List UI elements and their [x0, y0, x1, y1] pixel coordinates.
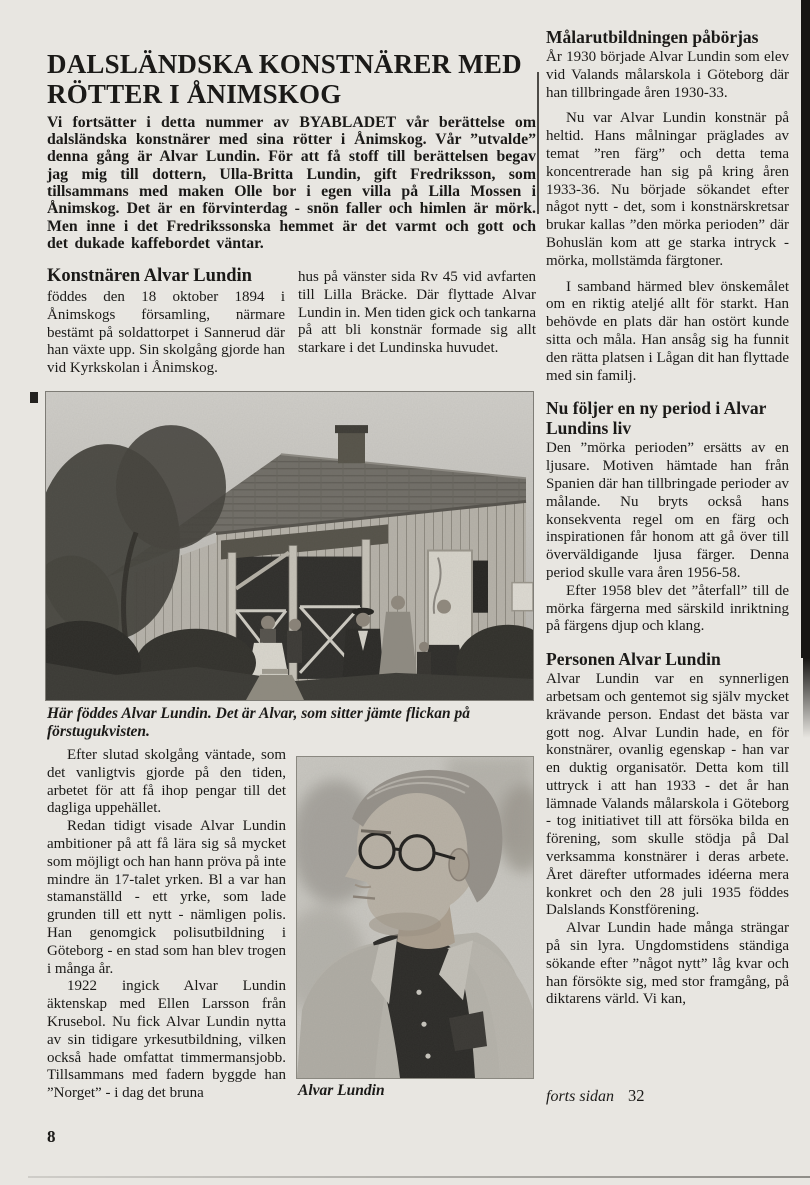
- scan-edge-right: [801, 0, 810, 658]
- body-paragraph: Efter 1958 blev det ”återfall” till de mörka färgerna med särskild inriktning på färgens djup och klang.: [546, 582, 789, 635]
- middle-column-text: hus på vänster sida Rv 45 vid avfarten till Lilla Bräcke. Där flyttade Alvar Lundin in. Men tiden gick och tankarna på att bli konstnär formade sig allt starkare i det Lundinska huvudet.: [298, 269, 536, 357]
- body-paragraph: År 1930 började Alvar Lundin som elev vid Valands målarskola i Göteborg där han tillbringade åren 1930-33.: [546, 49, 789, 101]
- section-heading: Nu följer en ny period i Alvar Lundins liv: [546, 398, 767, 439]
- left-column-leadin: föddes den 18 oktober 1894 i Ånimskogs församling, närmare bestämt på soldattorpet i Sannerud där han växte upp. Sin skolgång gjorde han vid Kyrkskolan i Ånimskog.: [47, 289, 285, 377]
- body-paragraph: Redan tidigt visade Alvar Lundin ambitioner på att få lära sig så mycket som möjligt och han hann pröva på inte mindre än 17-talet yrken. Bl a var han stamanställd - ett yrke, som lade grunden till ett nytt - nämligen polis. Han genomgick polisutbildning i Göteborg - en stad som han blev trogen i många år.: [47, 818, 286, 977]
- house-photo-illustration: [46, 392, 533, 700]
- left-column-top: [47, 266, 285, 378]
- article-lede: Vi fortsätter i detta nummer av BYABLADET vår berättelse om dalsländska konstnärer med sina rötter i Ånimskog. Vår ”utvalde” denna gång är Alvar Lundin. För att få stoff till berättelsen begav jag mig till dottern, Ulla-Britta Lundin, gift Fredriksson, som tillsammans med maken Olle bor i egen villa på Lilla Mossen i Ånimskog. Det är en förvinterdag - snön faller och himlen är mörk. Men inne i det Fredrikssonska hemmet är det varmt och gott och det dukade kaffebordet väntar.: [47, 113, 536, 252]
- section-malarutbildningen: [546, 27, 789, 385]
- right-column: [546, 27, 789, 1009]
- house-photo: [45, 391, 534, 701]
- middle-column-top: [298, 269, 536, 358]
- article-title: DALSLÄNDSKA KONSTNÄRER MED RÖTTER I ÅNIMSKOG: [47, 49, 522, 110]
- body-paragraph: Den ”mörka perioden” ersätts av en ljusare. Motiven hämtade han från Spanien där han tillbringade perioder av målande. Nu bryts också hans konsekventa regel om en färg och inspirationen får honom att gå över till överväldigande ljusa färger. Denna period skulle vara åren 1956-58.: [546, 440, 789, 581]
- section-heading: Personen Alvar Lundin: [546, 649, 721, 670]
- page-number: 8: [47, 1127, 56, 1146]
- continuation-note: [546, 1086, 789, 1106]
- body-paragraph: Alvar Lundin var en synnerligen arbetsam och gentemot sig själv mycket krävande person. Endast det bästa var gott nog. Alvar Lundin hade, en för konstnärer, ovanlig egenskap - han var en duktig organisatör. Detta kom till uttryck i att han 1933 - det år han lämnade Valands målarskola i Göteborg - tog initiativet till att försöka bilda en förening, som skulle stödja på Dal verksamma konstnärer i deras arbete. Året därefter utformades idéerna mera konkret och den 28 juli 1935 föddes Dalslands Konstförening.: [546, 671, 789, 919]
- continuation-page-number: 32: [628, 1086, 645, 1105]
- portrait-photo-illustration: [297, 757, 533, 1078]
- continuation-label: forts sidan: [546, 1088, 615, 1105]
- body-paragraph: I samband härmed blev önskemålet om en riktig ateljé allt för starkt. Han behövde en plats där han ostört kunde sitta och måla. Han ansåg sig ha funnit den rätta platsen i Lågan dit han flyttade med sin familj.: [546, 278, 789, 384]
- house-photo-caption: Här föddes Alvar Lundin. Det är Alvar, som sitter jämte flickan på förstugukvisten.: [47, 705, 470, 740]
- scan-edge-right-fade: [803, 658, 810, 738]
- left-column-lower: [47, 747, 286, 1103]
- section-personen: [546, 649, 789, 1009]
- section-ny-period: [546, 398, 789, 636]
- body-paragraph: Nu var Alvar Lundin konstnär på heltid. Hans målningar präglades av temat ”ren färg” och detta tema koncentrerade han sig på kring åren 1933-36. Nu började sökandet efter något nytt - det, som i konstnärskretsar brukar kallas ”den mörka perioden” där Bohuslän kom att ge starka intryck - mörka, mollstämda färgtoner.: [546, 110, 789, 269]
- portrait-photo: [296, 756, 534, 1079]
- scan-edge-bottom: [28, 1176, 810, 1178]
- left-column-heading: Konstnären Alvar Lundin: [47, 266, 252, 286]
- scan-artifact: [30, 392, 38, 403]
- body-paragraph: Efter slutad skolgång väntade, som det vanligtvis gjorde på den tiden, arbetet för att få ihop pengar till det dagliga uppehället.: [47, 747, 286, 817]
- body-paragraph: 1922 ingick Alvar Lundin äktenskap med Ellen Larsson från Krusebol. Nu fick Alvar Lundin nytta av sin tidigare yrkesutbildning, vilken också hade omfattat timmermansjobb. Tillsammans med fadern byggde han ”Norget” - i dag det bruna: [47, 978, 286, 1102]
- portrait-photo-caption: Alvar Lundin: [298, 1082, 385, 1099]
- section-heading: Målarutbildningen påbörjas: [546, 27, 759, 47]
- body-paragraph: Alvar Lundin hade många strängar på sin lyra. Ungdomstidens ständiga sökande efter ”något nytt” låg kvar och han försökte sig, med stor framgång, på diktarens värld. Vi kan,: [546, 920, 789, 1008]
